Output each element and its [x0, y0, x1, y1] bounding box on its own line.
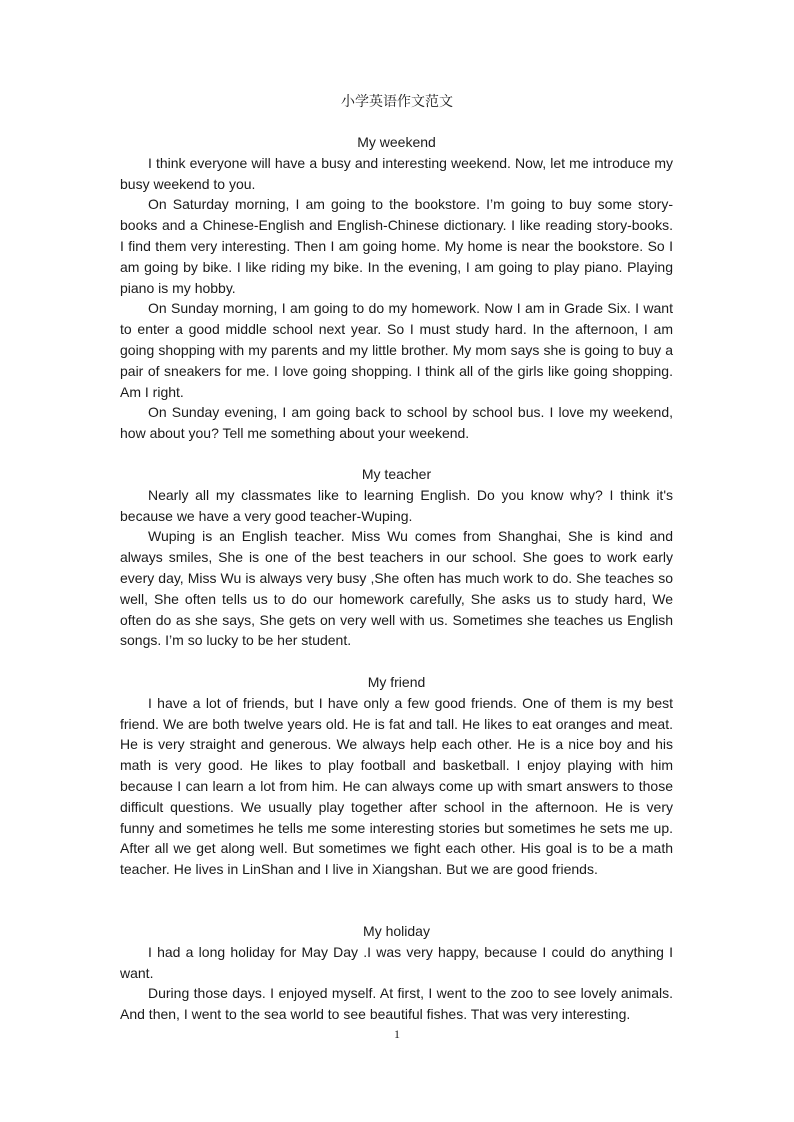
section-heading: My friend — [367, 674, 426, 690]
paragraph: On Sunday evening, I am going back to school by school bus. I love my weekend, how about you? Tell me something about your weekend. — [120, 404, 673, 442]
document-title: 小学英语作文范文 — [341, 93, 453, 109]
paragraph: During those days. I enjoyed myself. At first, I went to the zoo to see lovely animals. And then, I went to the sea world to see beautiful fishes. That was very interesting. — [120, 985, 673, 1023]
section-my-friend — [120, 672, 673, 880]
section-heading: My holiday — [363, 923, 430, 939]
page-number: 1 — [394, 1027, 400, 1041]
section-my-teacher — [120, 464, 673, 651]
paragraph: Wuping is an English teacher. Miss Wu comes from Shanghai, She is kind and always smiles, She is one of the best teachers in our school. She goes to work early every day, Miss Wu is always very busy ,She often has much work to do. She teaches so well, She often tells us to do our homework carefully, She asks us to study hard, We often do as she says, She gets on very well with us. Sometimes she teaches us English songs. I’m so lucky to be her student. — [120, 528, 673, 649]
section-my-weekend — [120, 132, 673, 444]
paragraph: I have a lot of friends, but I have only a few good friends. One of them is my best friend. We are both twelve years old. He is fat and tall. He likes to eat oranges and meat. He is very straight and generous. We always help each other. He is a nice boy and his math is very good. He likes to play football and basketball. I enjoy playing with him because I can learn a lot from him. He can always come up with smart answers to those difficult questions. We usually play together after school in the afternoon. He is very funny and sometimes he tells me some interesting stories but sometimes he sets me up. After all we get along well. But sometimes we fight each other. His goal is to be a math teacher. He lives in LinShan and I live in Xiangshan. But we are good friends. — [120, 694, 673, 878]
paragraph: On Sunday morning, I am going to do my homework. Now I am in Grade Six. I want to enter a good middle school next year. So I must study hard. In the afternoon, I am going shopping with my parents and my little brother. My mom says she is going to buy a pair of sneakers for me. I love going shopping. I think all of the girls like going shopping. Am I right. — [120, 300, 673, 400]
section-my-holiday — [120, 921, 673, 1025]
section-heading: My weekend — [357, 134, 436, 150]
paragraph: On Saturday morning, I am going to the bookstore. I’m going to buy some story-books and a Chinese-English and English-Chinese dictionary. I like reading story-books. I find them very interesting. Then I am going home. My home is near the bookstore. So I am going by bike. I like riding my bike. In the evening, I am going to play piano. Playing piano is my hobby. — [120, 196, 673, 296]
section-heading: My teacher — [361, 466, 432, 482]
paragraph: I think everyone will have a busy and interesting weekend. Now, let me introduce my busy weekend to you. — [120, 154, 673, 192]
paragraph: Nearly all my classmates like to learning English. Do you know why? I think it's because we have a very good teacher-Wuping. — [120, 486, 673, 524]
paragraph: I had a long holiday for May Day .I was very happy, because I could do anything I want. — [120, 943, 673, 981]
